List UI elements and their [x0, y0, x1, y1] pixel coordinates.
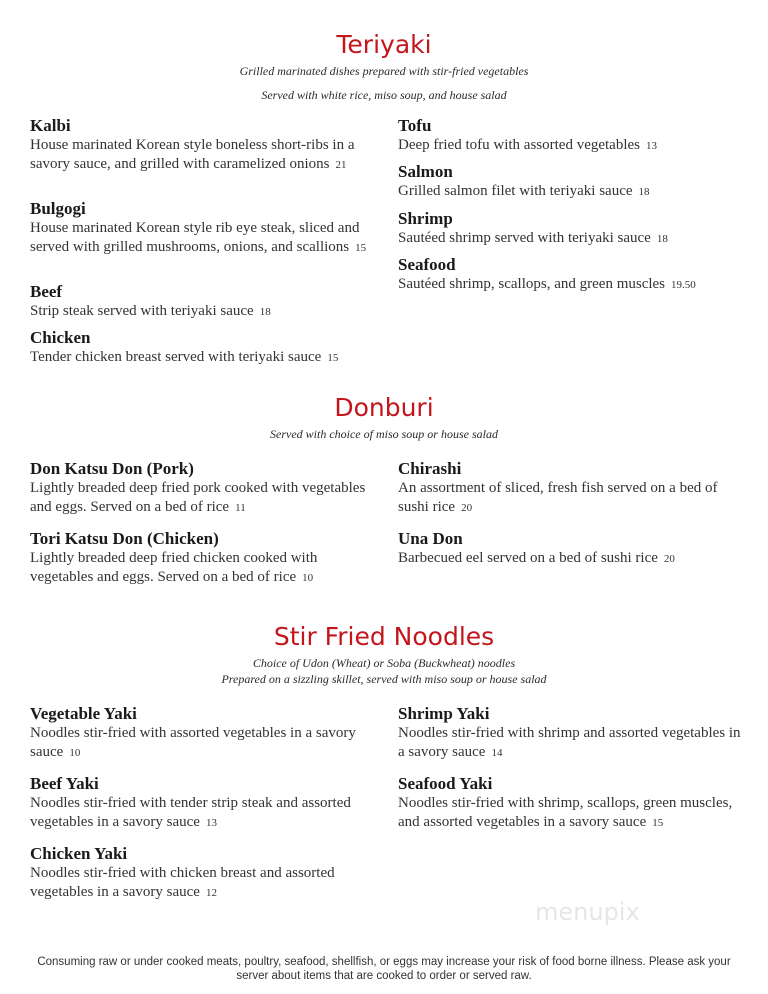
item-desc: House marinated Korean style rib eye steak, sliced and served with grilled mushrooms, onions, and scallions	[30, 220, 360, 255]
teriyaki-subtitle-1: Grilled marinated dishes prepared with stir-fried vegetables	[239, 64, 529, 78]
item-desc: Noodles stir-fried with shrimp, scallops, green muscles, and assorted vegetables in a savory sauce	[398, 795, 733, 830]
item-price: 13	[646, 140, 657, 152]
menu-item-tofu	[398, 115, 743, 156]
menu-item-chirashi	[398, 458, 743, 518]
item-name: Bulgogi	[30, 199, 86, 218]
item-desc: Noodles stir-fried with shrimp and assorted vegetables in a savory sauce	[398, 725, 741, 760]
donburi-subtitle: Served with choice of miso soup or house salad	[270, 427, 498, 441]
item-price: 18	[259, 306, 271, 318]
item-desc: Deep fried tofu with assorted vegetables	[398, 137, 640, 153]
noodles-subtitle-2: Prepared on a sizzling skillet, served with miso soup or house salad	[221, 672, 547, 686]
menu-item-beef	[30, 281, 375, 322]
item-desc: Lightly breaded deep fried chicken cooked with vegetables and eggs. Served on a bed of rice	[30, 550, 318, 585]
item-desc: Grilled salmon filet with teriyaki sauce	[398, 183, 633, 199]
menu-item-shrimp	[398, 208, 743, 249]
item-price: 20	[461, 502, 473, 514]
item-name: Beef Yaki	[30, 774, 99, 793]
menu-item-bulgogi	[30, 198, 375, 258]
noodles-title: Stir Fried Noodles	[273, 622, 495, 651]
noodles-subtitle-1: Choice of Udon (Wheat) or Soba (Buckwheat) noodles	[252, 656, 516, 670]
item-name: Una Don	[398, 529, 463, 548]
item-desc: Noodles stir-fried with tender strip steak and assorted vegetables in a savory sauce	[30, 795, 351, 830]
item-desc: Sautéed shrimp served with teriyaki sauce	[398, 230, 651, 246]
item-price: 15	[327, 352, 339, 364]
item-price: 20	[663, 553, 675, 565]
item-name: Tofu	[398, 116, 432, 135]
menu-item-chicken	[30, 327, 375, 368]
item-name: Kalbi	[30, 116, 71, 135]
item-price: 10	[69, 747, 81, 759]
menu-item-tori-katsu	[30, 528, 375, 588]
item-price: 21	[335, 159, 347, 171]
item-price: 11	[235, 502, 246, 514]
item-desc: Sautéed shrimp, scallops, and green muscles	[398, 276, 666, 292]
item-price: 19.50	[671, 279, 696, 291]
menu-item-una-don	[398, 528, 743, 569]
item-desc: Tender chicken breast served with teriyaki sauce	[30, 349, 322, 365]
menu-item-shrimp-yaki	[398, 703, 743, 763]
item-desc: Barbecued eel served on a bed of sushi rice	[398, 550, 658, 566]
item-name: Salmon	[398, 162, 453, 181]
item-desc: House marinated Korean style boneless short-ribs in a savory sauce, and grilled with caramelized onions	[30, 137, 355, 172]
menu-item-don-katsu	[30, 458, 375, 518]
item-name: Vegetable Yaki	[30, 704, 137, 723]
item-name: Chicken	[30, 328, 91, 347]
menu-item-chicken-yaki	[30, 843, 375, 903]
donburi-title: Donburi	[334, 393, 434, 422]
item-name: Beef	[30, 282, 63, 301]
item-price: 10	[302, 572, 314, 584]
menu-item-vegetable-yaki	[30, 703, 375, 763]
food-safety-disclaimer: Consuming raw or under cooked meats, poultry, seafood, shellfish, or eggs may increase your risk of food borne illness. Please ask your server about items that are cooked to order or served raw.	[37, 956, 731, 982]
menu-item-salmon	[398, 161, 743, 202]
menu-item-seafood-yaki	[398, 773, 743, 833]
item-price: 15	[355, 242, 367, 254]
item-name: Chicken Yaki	[30, 844, 128, 863]
item-name: Seafood	[398, 255, 456, 274]
item-desc: Noodles stir-fried with chicken breast and assorted vegetables in a savory sauce	[30, 865, 335, 900]
teriyaki-subtitle-2: Served with white rice, miso soup, and house salad	[261, 88, 507, 102]
item-desc: Noodles stir-fried with assorted vegetables in a savory sauce	[30, 725, 356, 760]
item-price: 18	[656, 233, 668, 245]
item-price: 14	[491, 747, 503, 759]
item-desc: Strip steak served with teriyaki sauce	[30, 303, 254, 319]
item-name: Don Katsu Don (Pork)	[30, 459, 194, 478]
item-price: 12	[205, 887, 217, 899]
item-name: Shrimp Yaki	[398, 704, 490, 723]
item-price: 13	[205, 817, 217, 829]
item-name: Tori Katsu Don (Chicken)	[30, 529, 219, 548]
item-name: Chirashi	[398, 459, 462, 478]
menu-item-kalbi	[30, 115, 375, 175]
item-name: Shrimp	[398, 209, 453, 228]
menu-item-seafood	[398, 254, 743, 295]
item-price: 18	[638, 186, 650, 198]
menupix-watermark: menupix	[535, 898, 640, 926]
item-price: 15	[652, 817, 664, 829]
teriyaki-title: Teriyaki	[336, 30, 432, 59]
menu-item-beef-yaki	[30, 773, 375, 833]
item-desc: Lightly breaded deep fried pork cooked with vegetables and eggs. Served on a bed of rice	[30, 480, 366, 515]
item-desc: An assortment of sliced, fresh fish served on a bed of sushi rice	[398, 480, 718, 515]
item-name: Seafood Yaki	[398, 774, 493, 793]
